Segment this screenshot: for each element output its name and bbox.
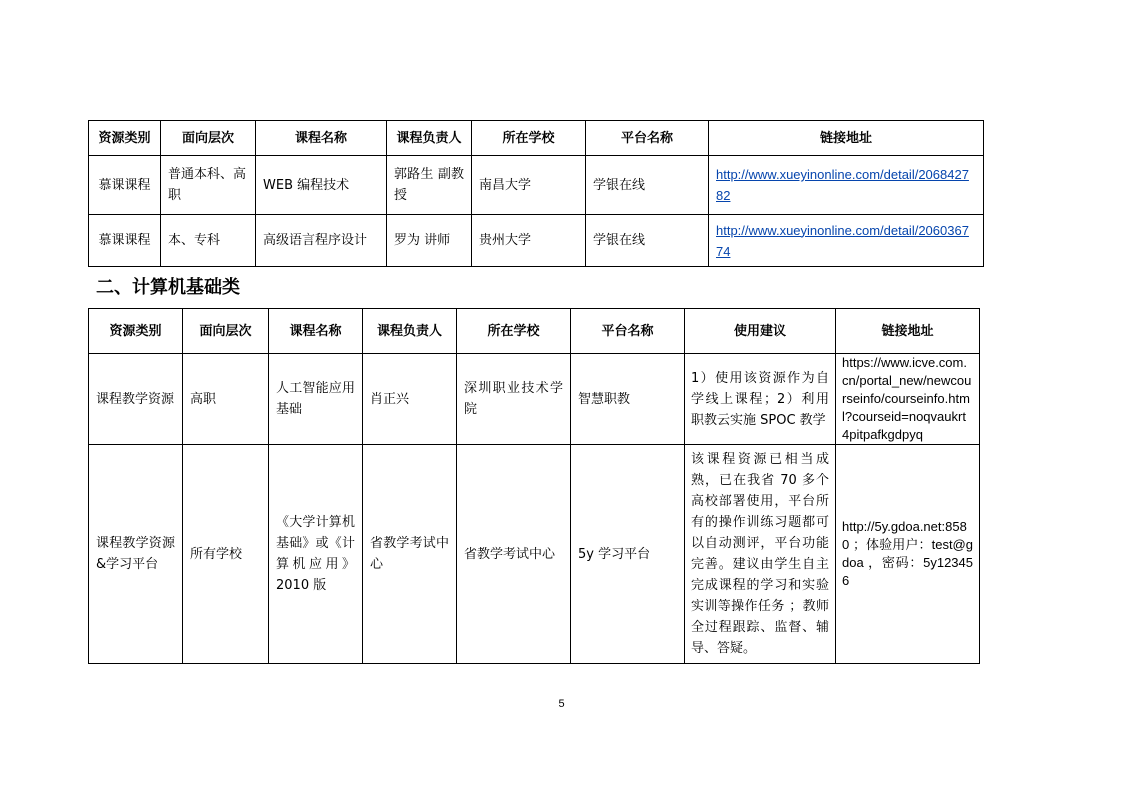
cell-level: 所有学校 [183,445,269,664]
header-resource-type: 资源类别 [89,309,183,354]
table-computer-basics [88,308,980,664]
cell-course-name: 《大学计算机基础》或《计算机应用》2010 版 [269,445,363,664]
cell-teacher: 郭路生 副教授 [387,156,472,215]
cell-teacher: 罗为 讲师 [387,215,472,267]
cell-school: 贵州大学 [472,215,586,267]
header-advice: 使用建议 [685,309,836,354]
table-row [89,354,980,445]
table-mooc-courses [88,120,984,267]
cell-link [709,156,984,215]
course-link[interactable]: http://www.xueyinonline.com/detail/206842782 [716,167,969,203]
cell-school: 省教学考试中心 [457,445,571,664]
course-link[interactable]: http://www.xueyinonline.com/detail/206036774 [716,222,969,259]
cell-course-name: 人工智能应用基础 [269,354,363,445]
cell-advice: 该课程资源已相当成熟，已在我省 70 多个高校部署使用，平台所有的操作训练习题都可以自动测评，平台功能完善。建议由学生自主完成课程的学习和实验实训等操作任务 ；教师全过程跟踪、监督、辅导、答疑。 [685,445,836,664]
cell-course-name: 高级语言程序设计 [256,215,387,267]
header-school: 所在学校 [472,121,586,156]
cell-link: https://www.icve.com.cn/portal_new/newcourseinfo/courseinfo.html?courseid=noqvaukrt4pitpafkgdpyq [836,354,980,445]
header-teacher: 课程负责人 [363,309,457,354]
cell-resource-type: 慕课课程 [89,156,161,215]
cell-platform: 智慧职教 [571,354,685,445]
cell-platform: 学银在线 [586,215,709,267]
cell-resource-type: 课程教学资源&学习平台 [89,445,183,664]
section-heading: 二、计算机基础类 [96,277,240,298]
cell-level: 高职 [183,354,269,445]
cell-advice: 1）使用该资源作为自学线上课程；2）利用职教云实施 SPOC 教学 [685,354,836,445]
header-link: 链接地址 [836,309,980,354]
header-level: 面向层次 [161,121,256,156]
cell-link: http://5y.gdoa.net:8580 ；体验用户：test@gdoa ，密码：5y123456 [836,445,980,664]
cell-resource-type: 课程教学资源 [89,354,183,445]
table-header-row [89,309,980,354]
cell-link [709,215,984,267]
cell-school: 深圳职业技术学院 [457,354,571,445]
table-row [89,445,980,664]
header-school: 所在学校 [457,309,571,354]
header-platform: 平台名称 [571,309,685,354]
header-link: 链接地址 [709,121,984,156]
cell-level: 本、专科 [161,215,256,267]
page-number: 5 [558,698,565,710]
cell-level: 普通本科、高职 [161,156,256,215]
cell-course-name: WEB 编程技术 [256,156,387,215]
cell-platform: 5y 学习平台 [571,445,685,664]
header-level: 面向层次 [183,309,269,354]
table-header-row [89,121,984,156]
table-row [89,156,984,215]
cell-teacher: 肖正兴 [363,354,457,445]
header-platform: 平台名称 [586,121,709,156]
cell-school: 南昌大学 [472,156,586,215]
cell-teacher: 省教学考试中心 [363,445,457,664]
header-teacher: 课程负责人 [387,121,472,156]
table-row [89,215,984,267]
header-resource-type: 资源类别 [89,121,161,156]
header-course-name: 课程名称 [269,309,363,354]
cell-resource-type: 慕课课程 [89,215,161,267]
header-course-name: 课程名称 [256,121,387,156]
cell-platform: 学银在线 [586,156,709,215]
